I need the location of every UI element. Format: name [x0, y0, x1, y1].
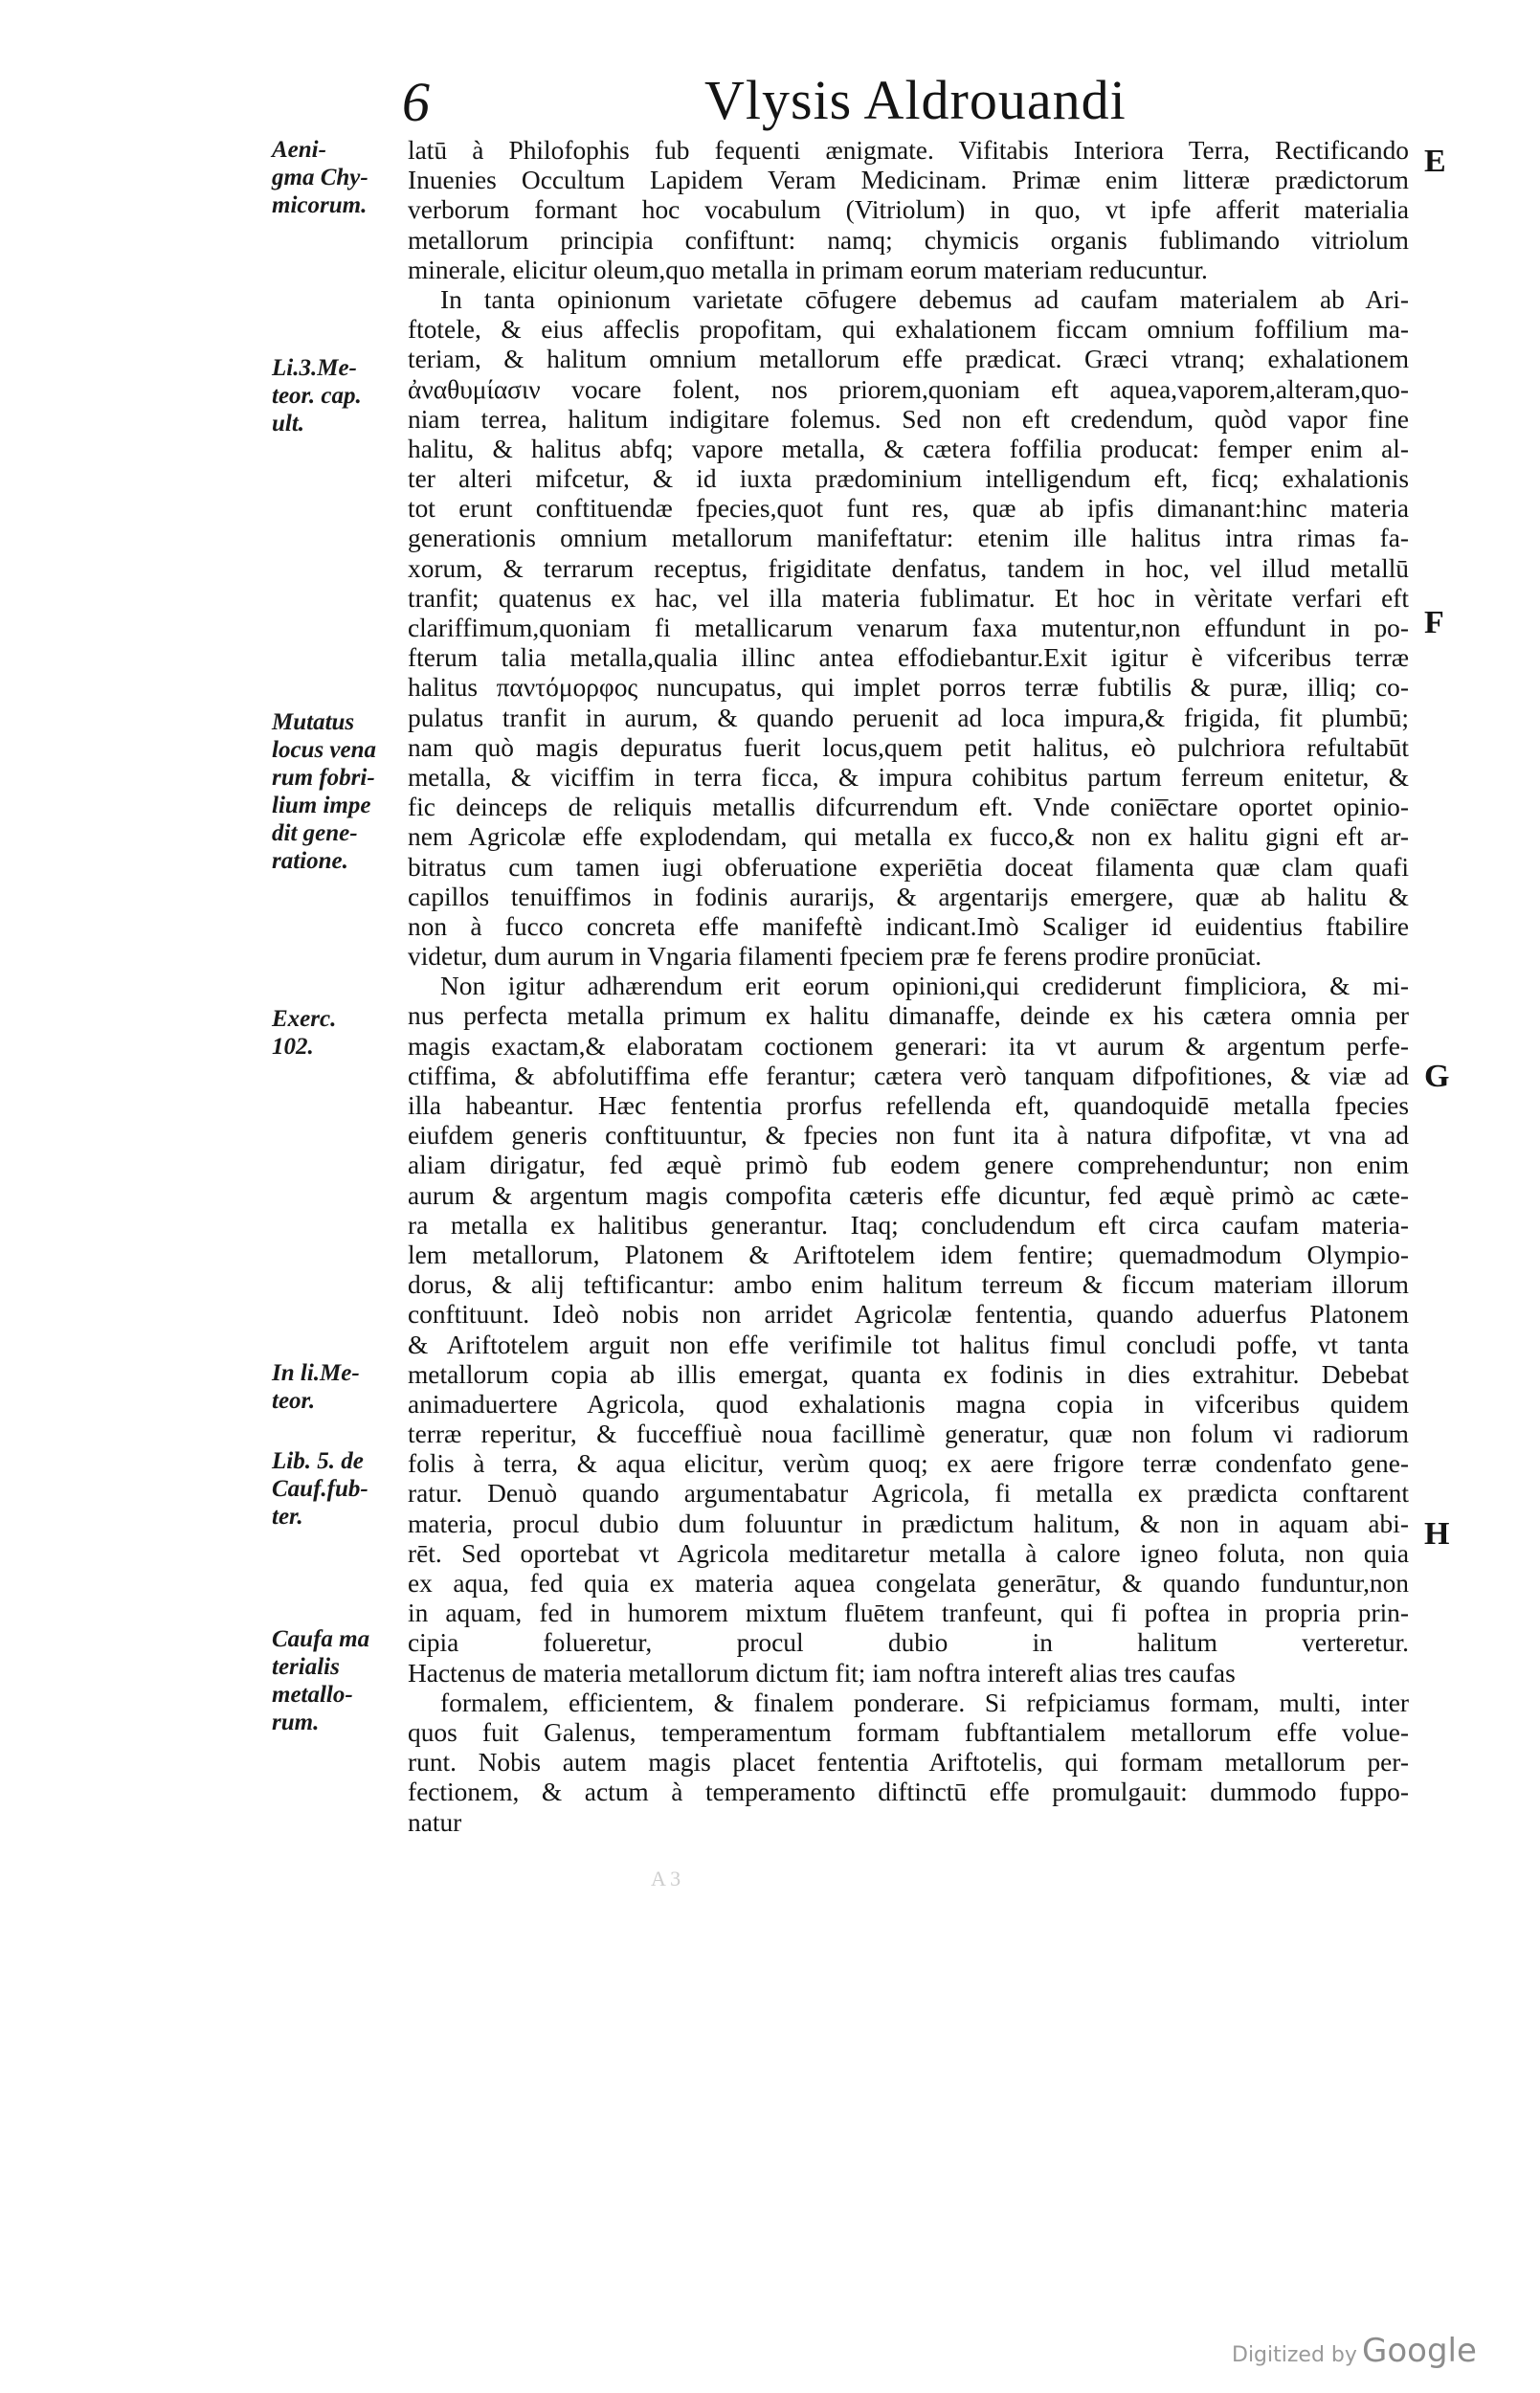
margin-note-line: Mutatus [272, 709, 355, 735]
margin-note-line: teor. cap. [272, 383, 362, 409]
text-line: & Ariftotelem arguit non effe verifimile tot halitus fimul concludi poffe, vt tanta [408, 1330, 1409, 1359]
text-line: non à fucco concreta effe manifeftè indicant.Imò Scaliger id euidentius ftabilire [408, 911, 1409, 941]
margin-note-line: rum. [272, 1710, 320, 1735]
margin-note-line: locus vena [272, 737, 377, 763]
text-line: folis à terra, & aqua elicitur, verùm quoq; ex aere frigore terræ condenfato gene- [408, 1449, 1409, 1479]
margin-note-line: lium impe [272, 793, 371, 818]
text-line: tot erunt conftituendæ fpecies,quot funt res, quæ ab ipfis dimanant:hinc materia [408, 494, 1409, 524]
text-line: in aquam, fed in humorem mixtum fluētem tranfeunt, qui fi poftea in propria prin- [408, 1599, 1409, 1628]
text-line: xorum, & terrarum receptus, frigiditate denfatus, tandem in hoc, vel illud metallū [408, 553, 1409, 583]
page-header [402, 69, 1149, 145]
text-line: lem metallorum, Platonem & Ariftotelem idem fentire; quemadmodum Olympio- [408, 1240, 1409, 1269]
text-line: In tanta opinionum varietate cōfugere debemus ad caufam materialem ab Ari- [440, 284, 1409, 314]
margin-note-line: Cauf.fub- [272, 1476, 368, 1502]
text-line: verborum formant hoc vocabulum (Vitriolum) in quo, vt ipfe afferit materialia [408, 195, 1409, 225]
body-text [408, 136, 1409, 1867]
text-line: niam terrea, halitum indigitare folemus. Sed non eft credendum, quòd vapor fine [408, 404, 1409, 434]
text-line: fterum talia metalla,qualia illinc antea effodiebantur.Exit igitur è vifceribus terræ [408, 643, 1409, 673]
margin-note-causa-materialis [272, 1625, 406, 1736]
text-line: terræ reperitur, & fucceffiuè noua facillimè generatur, quæ non folum vi radiorum [408, 1420, 1409, 1449]
text-line: ter alteri mifcetur, & id iuxta prædominium intelligendum eft, ficq; exhalationis [408, 464, 1409, 494]
page-number: 6 [402, 71, 430, 133]
margin-note-line: 102. [272, 1034, 314, 1060]
margin-note-line: Exerc. [272, 1006, 337, 1032]
margin-note-exerc [272, 1005, 406, 1061]
text-line: metallorum principia confiftunt: namq; chymicis organis fublimando vitriolum [408, 225, 1409, 255]
signature-mark [402, 1867, 1359, 1905]
text-line: cipia folueretur, procul dubio in halitum verteretur. [408, 1628, 1409, 1658]
text-line: eiufdem generis conftituuntur, & fpecies non funt ita à natura difpofitæ, vt vna ad [408, 1121, 1409, 1151]
text-line: metallorum copia ab illis emergat, quanta ex fodinis in dies extrahitur. Debebat [408, 1359, 1409, 1389]
text-line: nem Agricolæ effe explodendam, qui metalla ex fucco,& non ex halitu gigni eft ar- [408, 822, 1409, 852]
text-line: illa habeantur. Hæc fententia prorfus refellenda eft, quandoquidē metalla fpecies [408, 1091, 1409, 1120]
text-line: quos fuit Galenus, temperamentum formam fubftantialem metallorum effe volue- [408, 1717, 1409, 1747]
margin-note-in-meteor [272, 1359, 406, 1415]
text-line: magis exactam,& elaboratam coctionem generari: ita vt aurum & argentum perfe- [408, 1031, 1409, 1061]
text-line: fic deinceps de reliquis metallis difcurrendum eft. Vnde conie̅ctare oportet opinio- [408, 793, 1409, 822]
text-line: aliam dirigatur, fed æquè primò fub eodem genere comprehenduntur; non enim [408, 1151, 1409, 1180]
text-line: bitratus cum tamen iugi obferuatione experiētia doceat filamenta quæ clam quafi [408, 852, 1409, 882]
text-line: conftituunt. Ideò nobis non arridet Agricolæ fententia, quando aduerfus Platonem [408, 1300, 1409, 1330]
text-line: fectionem, & actum à temperamento diftinctū effe promulgauit: dummodo fuppo- [408, 1778, 1409, 1807]
text-line: ra metalla ex halitibus generantur. Itaq; concludendum eft circa caufam materia- [408, 1210, 1409, 1240]
text-line: ftotele, & eius affeclis propofitam, qui exhalationem ficcam omnium foffilium ma- [408, 315, 1409, 345]
text-line: natur [408, 1807, 462, 1837]
margin-note-line: ratione. [272, 848, 348, 874]
margin-note-line: In li.Me- [272, 1360, 360, 1386]
margin-note-line: Aeni- [272, 137, 326, 163]
text-line: aurum & argentum magis compofita cæteris effe dicuntur, fed æquè primò ac cæte- [408, 1180, 1409, 1210]
side-letter-h: H [1424, 1516, 1450, 1552]
margin-note-meteor-ref [272, 354, 406, 437]
text-line: pulatus tranfit in aurum, & quando peruenit ad loca impura,& frigida, fit plumbū; [408, 703, 1409, 732]
text-line: halitus παντόμορφος nuncupatus, qui implet porros terræ fubtilis & puræ, illiq; co- [408, 673, 1409, 703]
text-line: generationis omnium metallorum manifeftatur: etenim ille halitus intra rimas fa- [408, 524, 1409, 553]
margin-note-line: ter. [272, 1504, 303, 1530]
running-title: Vlysis Aldrouandi [704, 69, 1127, 131]
text-line: rēt. Sed oportebat vt Agricola meditaretur metalla à calore igneo foluta, non quia [408, 1538, 1409, 1568]
text-line: runt. Nobis autem magis placet fententia Ariftotelis, qui formam metallorum per- [408, 1748, 1409, 1778]
catchword [408, 1838, 1409, 1867]
text-line: latū à Philofophis fub fequenti ænigmate. Vifitabis Interiora Terra, Rectificando [408, 136, 1409, 165]
margin-note-line: terialis [272, 1654, 340, 1680]
margin-note-line: Li.3.Me- [272, 355, 357, 381]
side-letter-e: E [1424, 144, 1446, 179]
text-line: minerale, elicitur oleum,quo metalla in primam eorum materiam reducuntur. [408, 255, 1208, 284]
margin-note-aenigma [272, 136, 406, 219]
text-line: tranfit; quatenus ex hac, vel illa materia fublimatur. Et hoc in vèritate verfari eft [408, 583, 1409, 613]
margin-note-line: rum fobri- [272, 765, 375, 791]
watermark-prefix: Digitized by [1232, 2343, 1357, 2367]
text-line: formalem, efficientem, & finalem ponderare. Si refpiciamus formam, multi, inter [440, 1688, 1409, 1717]
text-line: ratur. Denuò quando argumentabatur Agricola, fi metalla ex prædicta conftarent [408, 1479, 1409, 1509]
side-letter-f: F [1424, 605, 1444, 640]
signature-mark-text: A 3 [651, 1867, 681, 1890]
margin-note-line: Lib. 5. de [272, 1448, 364, 1474]
margin-note-line: Caufa ma [272, 1626, 370, 1652]
margin-note-line: teor. [272, 1388, 316, 1414]
text-line: clariffimum,quoniam fi metallicarum venarum faxa mutentur,non effundunt in po- [408, 614, 1409, 642]
text-line: ctiffima, & abfolutiffima effe ferantur; cætera verò tanquam difpofitiones, & viæ ad [408, 1061, 1409, 1090]
text-line: Hactenus de materia metallorum dictum fit; iam noftra intereft alias tres caufas [408, 1658, 1236, 1688]
google-logo: Google [1362, 2332, 1477, 2370]
digitized-watermark [1232, 2332, 1477, 2370]
margin-note-line: gma Chy- [272, 165, 368, 190]
text-line: nus perfecta metalla primum ex halitu dimanaffe, deinde ex his cætera omnia per [408, 1001, 1409, 1031]
text-line: halitu, & halitus abfq; vapore metalla, & cætera foffilia producat: femper enim al- [408, 434, 1409, 463]
text-line: Inuenies Occultum Lapidem Veram Medicinam. Primæ enim litteræ prædictorum [408, 166, 1409, 195]
text-line: Non igitur adhærendum erit eorum opinioni,qui crediderunt fimpliciora, & mi- [440, 972, 1409, 1001]
margin-note-mutatus-locus [272, 708, 406, 875]
margin-note-line: metallo- [272, 1682, 353, 1708]
text-line: metalla, & viciffim in terra ficca, & impura cohibitus partum ferreum enitetur, & [408, 762, 1409, 792]
side-letter-g: G [1424, 1059, 1450, 1094]
text-line: capillos tenuiffimos in fodinis aurarijs, & argentarijs emergere, quæ ab halitu & [408, 882, 1409, 911]
margin-note-line: dit gene- [272, 820, 358, 846]
text-line: nam quò magis depuratus fuerit locus,quem petit halitus, eò pulchriora refultabūt [408, 732, 1409, 762]
margin-note-line: micorum. [272, 192, 368, 218]
text-line: animaduertere Agricola, quod exhalationis magna copia in vifceribus quidem [408, 1389, 1409, 1419]
text-line: dorus, & alij teftificantur: ambo enim halitum terreum & ficcum materiam illorum [408, 1270, 1409, 1300]
text-line: ex aqua, fed quia ex materia aquea congelata generātur, & quando funduntur,non [408, 1569, 1409, 1598]
margin-note-line: ult. [272, 411, 305, 436]
text-line: materia, procul dubio dum foluuntur in prædictum halitum, & non in aquam abi- [408, 1509, 1409, 1538]
text-line: teriam, & halitum omnium metallorum effe prædicat. Græci vtranq; exhalationem [408, 345, 1409, 374]
margin-note-lib5 [272, 1447, 406, 1531]
text-line: ἀναθυμίασιν vocare folent, nos priorem,quoniam eft aquea,vaporem,alteram,quo- [408, 374, 1409, 404]
text-line: videtur, dum aurum in Vngaria filamenti fpeciem præ fe ferens prodire pronūciat. [408, 942, 1262, 972]
